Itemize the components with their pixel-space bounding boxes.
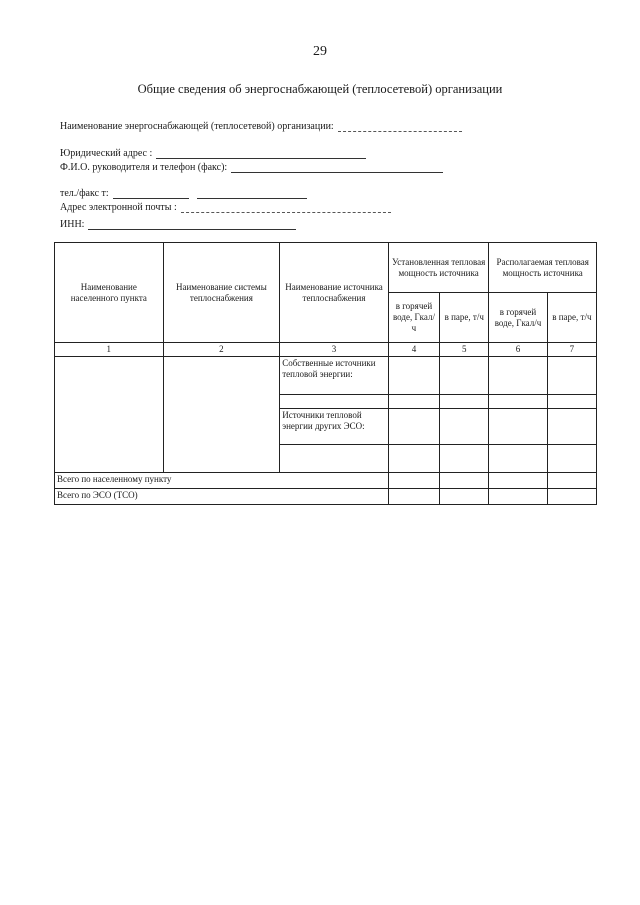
column-number: 1 [55,343,164,357]
table-cell[interactable] [280,395,389,409]
table-cell[interactable] [440,409,489,445]
header-installed-hot-water: в горячей воде, Гкал/ч [388,293,439,343]
legal-address-blank[interactable] [156,149,366,159]
table-cell[interactable] [440,395,489,409]
own-sources-label: Собственные источники тепловой энергии: [280,357,389,395]
phone-fax-blank-1[interactable] [113,189,189,199]
table-cell[interactable] [489,357,547,395]
header-system: Наименование системы теплоснабжения [163,243,280,343]
header-settlement: Наименование населенного пункта [55,243,164,343]
inn-label: ИНН: [60,219,85,230]
director-label: Ф.И.О. руководителя и телефон (факс): [60,162,228,173]
table-cell[interactable] [388,409,439,445]
header-available-hot-water: в горячей воде, Гкал/ч [489,293,547,343]
phone-fax-blank-2[interactable] [197,189,307,199]
table-row [55,489,597,505]
column-number: 4 [388,343,439,357]
email-label: Адрес электронной почты : [60,202,177,213]
table-cell[interactable] [388,489,439,505]
director-field [60,162,443,173]
inn-field [60,219,296,230]
page-number: 29 [313,44,327,59]
table-cell[interactable] [388,357,439,395]
total-eso-label: Всего по ЭСО (ТСО) [55,489,389,505]
inn-blank[interactable] [88,220,296,230]
director-blank[interactable] [231,163,443,173]
legal-address-label: Юридический адрес : [60,148,153,159]
header-available-capacity: Располагаемая тепловая мощность источника [489,243,597,293]
column-number: 7 [547,343,596,357]
table-cell[interactable] [489,409,547,445]
table-cell[interactable] [489,395,547,409]
table-cell[interactable] [388,445,439,473]
table-cell[interactable] [547,445,596,473]
column-number: 2 [163,343,280,357]
header-installed-capacity: Установленная тепловая мощность источника [388,243,489,293]
system-cell[interactable] [163,357,280,473]
table-cell[interactable] [489,473,547,489]
column-number: 6 [489,343,547,357]
column-number: 3 [280,343,389,357]
org-name-field [60,121,462,132]
table-cell[interactable] [440,445,489,473]
table-cell[interactable] [547,409,596,445]
email-field [60,202,391,213]
header-installed-steam: в паре, т/ч [440,293,489,343]
table-cell[interactable] [440,489,489,505]
header-available-steam: в паре, т/ч [547,293,596,343]
org-name-blank[interactable] [338,122,462,132]
table-cell[interactable] [489,489,547,505]
table-row [55,473,597,489]
settlement-cell[interactable] [55,357,164,473]
phone-fax-label: тел./факс т: [60,188,109,199]
heat-capacity-table [54,242,597,505]
table-row [55,357,597,395]
table-cell[interactable] [280,445,389,473]
column-number: 5 [440,343,489,357]
total-settlement-label: Всего по населенному пункту [55,473,389,489]
table-cell[interactable] [388,473,439,489]
column-number-row [55,343,597,357]
org-name-label: Наименование энергоснабжающей (теплосетевой) организации: [60,121,334,132]
email-blank[interactable] [181,203,391,213]
table-cell[interactable] [440,357,489,395]
table-cell[interactable] [489,445,547,473]
legal-address-field [60,148,366,159]
page-title: Общие сведения об энергоснабжающей (теплосетевой) организации [137,82,503,96]
table-cell[interactable] [547,357,596,395]
table-cell[interactable] [388,395,439,409]
table-cell[interactable] [547,473,596,489]
phone-fax-field [60,188,307,199]
header-source: Наименование источника теплоснабжения [280,243,389,343]
table-cell[interactable] [440,473,489,489]
other-sources-label: Источники тепловой энергии других ЭСО: [280,409,389,445]
table-cell[interactable] [547,489,596,505]
table-cell[interactable] [547,395,596,409]
